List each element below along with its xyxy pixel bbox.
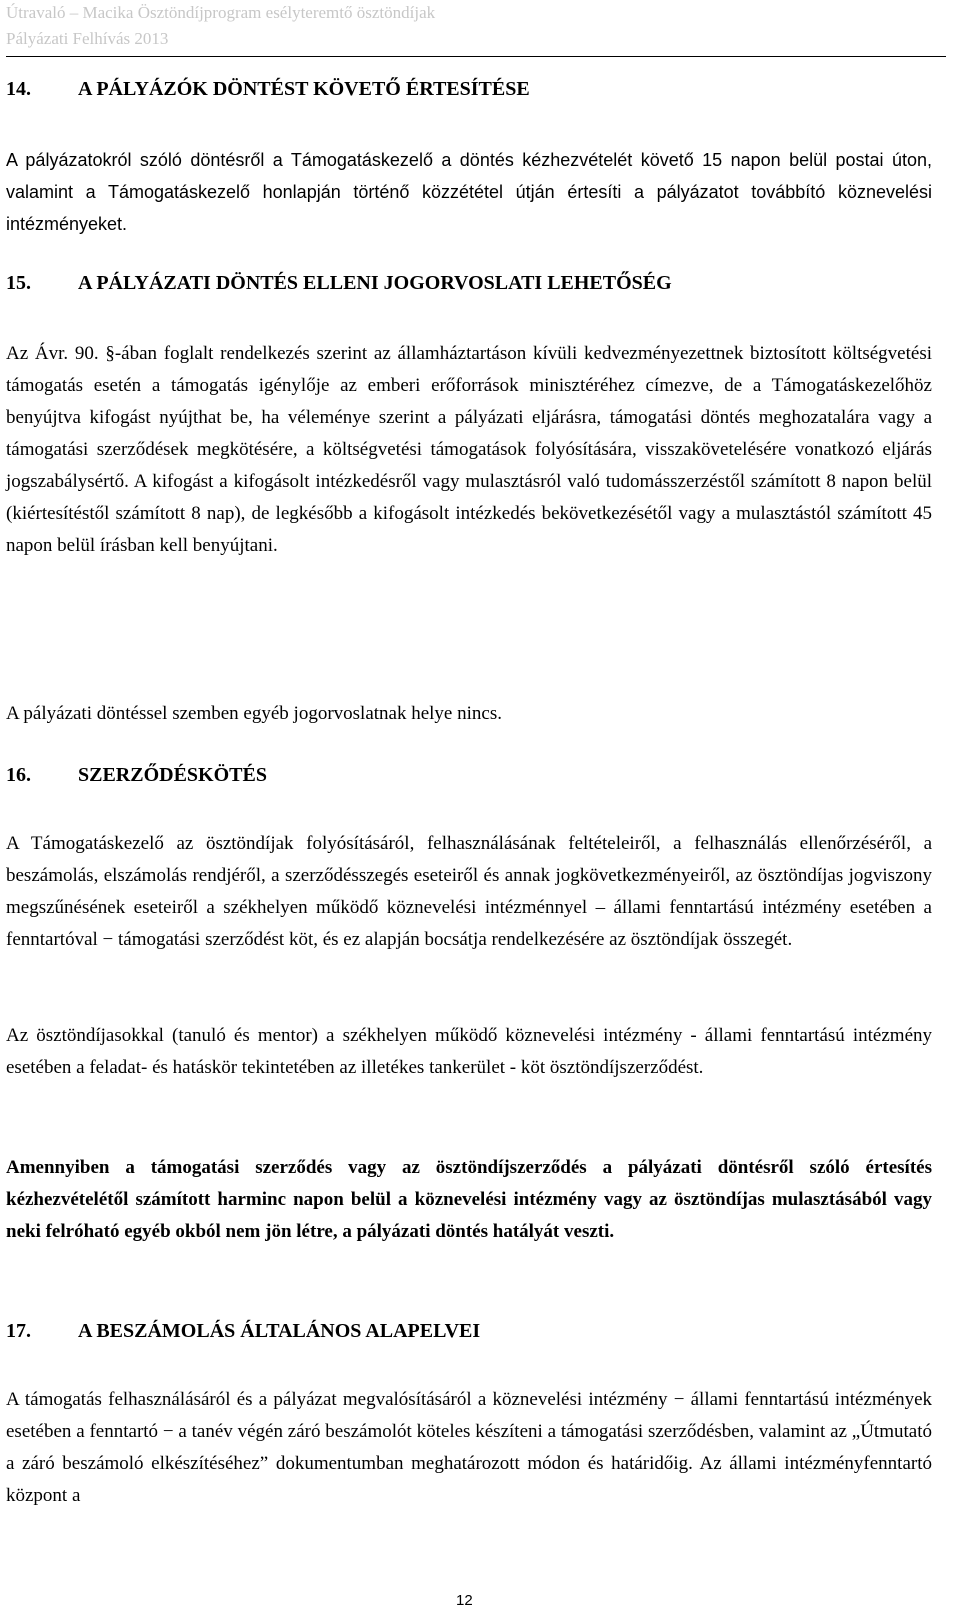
- section-15-paragraph-2: A pályázati döntéssel szemben egyéb jogorvoslatnak helye nincs.: [6, 703, 502, 724]
- section-17-heading: [6, 1320, 480, 1343]
- section-17-number: 17.: [6, 1320, 31, 1342]
- section-16-paragraph-2: Az ösztöndíjasokkal (tanuló és mentor) a székhelyen működő köznevelési intézmény - állami fenntartású intézmény esetében a feladat- és hatáskör tekintetében az illetékes tankerület - köt ösztöndíjszerződést.: [6, 1025, 932, 1078]
- section-15-paragraph-1: Az Ávr. 90. §-ában foglalt rendelkezés szerint az államháztartáson kívüli kedvezményezettnek biztosított költségvetési támogatás esetén a támogatás igénylője az emberi erőforrások minisztéréhez címezve, de a Támogatáskezelőhöz benyújtva kifogást nyújthat be, ha véleménye szerint a pályázati eljárásra, támogatási döntés meghozatalára vagy a támogatási szerződések megkötésére, a költségvetési támogatások folyósítására, visszakövetelésére vonatkozó eljárás jogszabálysértő. A kifogást a kifogásolt intézkedésről vagy mulasztásról való tudomásszerzéstől számított 8 napon belül (kiértesítéstől számított 8 nap), de legkésőbb a kifogásolt intézkedés bekövetkezésétől vagy a mulasztástól számított 45 napon belül írásban kell benyújtani.: [6, 343, 932, 556]
- section-14-paragraph: A pályázatokról szóló döntésről a Támogatáskezelő a döntés kézhezvételét követő 15 napon belül postai úton, valamint a Támogatáskezelő honlapján történő közzététel útján értesíti a pályázatot továbbító köznevelési intézményeket.: [6, 150, 932, 234]
- section-16-title: SZERZŐDÉSKÖTÉS: [78, 764, 267, 786]
- section-14-heading: [6, 78, 530, 101]
- section-17-title: A BESZÁMOLÁS ÁLTALÁNOS ALAPELVEI: [78, 1320, 481, 1342]
- page-number: 12: [456, 1592, 473, 1609]
- section-16-paragraph-3: Amennyiben a támogatási szerződés vagy az ösztöndíjszerződés a pályázati döntésről szóló értesítés kézhezvételétől számított harminc napon belül a köznevelési intézmény vagy az ösztöndíjas mulasztásából vagy neki felróható egyéb okból nem jön létre, a pályázati döntés hatályát veszti.: [6, 1157, 932, 1242]
- section-17-paragraph-1: A támogatás felhasználásáról és a pályázat megvalósításáról a köznevelési intézmény − állami fenntartású intézmények esetében a fenntartó − a tanév végén záró beszámolót köteles készíteni a támogatási szerződésben, valamint az „Útmutató a záró beszámoló elkészítéséhez” dokumentumban meghatározott módon és határidőig. Az állami intézményfenntartó központ a: [6, 1389, 932, 1506]
- section-16-number: 16.: [6, 764, 31, 786]
- section-15-number: 15.: [6, 272, 31, 294]
- section-15-title: A PÁLYÁZATI DÖNTÉS ELLENI JOGORVOSLATI LEHETŐSÉG: [78, 272, 672, 294]
- page-header: [6, 0, 946, 57]
- header-divider: [6, 56, 946, 57]
- section-16-paragraph-1: A Támogatáskezelő az ösztöndíjak folyósításáról, felhasználásának feltételeiről, a felhasználás ellenőrzéséről, a beszámolás, elszámolás rendjéről, a szerződésszegés eseteiről és annak jogkövetkezményeiről, az ösztöndíjas jogviszony megszűnésének eseteiről a székhelyen működő köznevelési intézménnyel – állami fenntartású intézmény esetében a fenntartóval − támogatási szerződést köt, és ez alapján bocsátja rendelkezésére az ösztöndíjak összegét.: [6, 833, 932, 950]
- section-16-heading: [6, 764, 267, 787]
- section-15-heading: [6, 272, 672, 295]
- section-14-number: 14.: [6, 78, 31, 100]
- header-call-title: Pályázati Felhívás 2013: [6, 29, 169, 48]
- section-14-title: A PÁLYÁZÓK DÖNTÉST KÖVETŐ ÉRTESÍTÉSE: [78, 78, 530, 100]
- header-program-title: Útravaló – Macika Ösztöndíjprogram esélyteremtő ösztöndíjak: [6, 3, 436, 22]
